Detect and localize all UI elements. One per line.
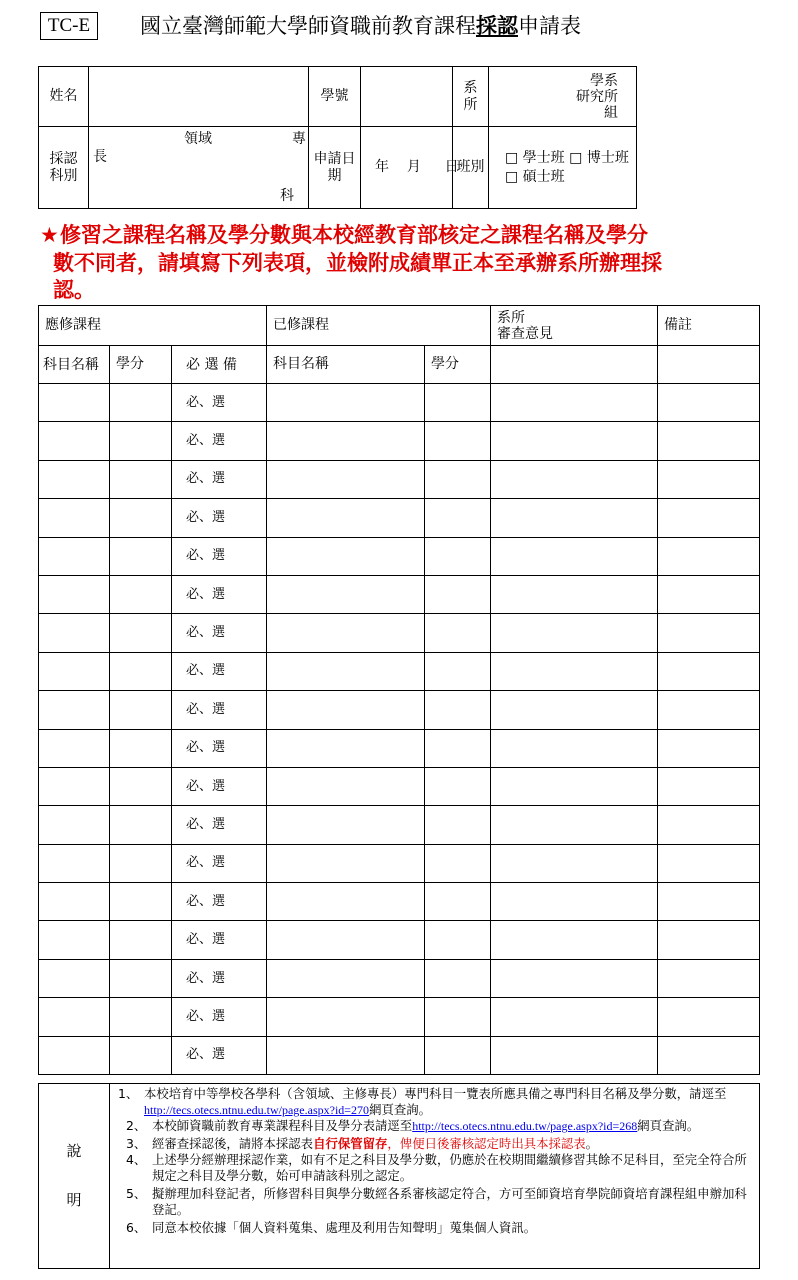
- taken-name-cell[interactable]: [267, 806, 425, 844]
- taken-course-header: 已修課程: [267, 306, 491, 346]
- course-name-cell[interactable]: [39, 614, 110, 652]
- table-row: [39, 537, 760, 575]
- req-elec-cell: 必、選: [172, 499, 267, 537]
- taken-credits-cell[interactable]: [425, 844, 491, 882]
- credits-cell[interactable]: [110, 384, 172, 422]
- taken-credits-cell[interactable]: [425, 883, 491, 921]
- remarks-cell[interactable]: [658, 844, 760, 882]
- course-name-cell[interactable]: [39, 806, 110, 844]
- date-label: 申請日期: [309, 127, 361, 209]
- remarks-cell[interactable]: [658, 499, 760, 537]
- taken-name-cell[interactable]: [267, 959, 425, 997]
- req-elec-cell: 必、選: [172, 691, 267, 729]
- major-word-2: 長: [93, 149, 107, 165]
- dept-option-dept: 學系: [590, 72, 618, 89]
- req-elec-cell: 必、選: [172, 729, 267, 767]
- review-cell[interactable]: [491, 806, 658, 844]
- req-elec-cell: 必、選: [172, 844, 267, 882]
- taken-name-cell[interactable]: [267, 384, 425, 422]
- class-option-doctoral[interactable]: □ 博士班: [569, 149, 629, 166]
- credits-cell[interactable]: [110, 499, 172, 537]
- course-name-cell[interactable]: [39, 844, 110, 882]
- course-name-cell[interactable]: [39, 652, 110, 690]
- taken-credits-cell[interactable]: [425, 806, 491, 844]
- req-elec-cell: 必、選: [172, 1036, 267, 1074]
- credits-cell[interactable]: [110, 729, 172, 767]
- taken-credits-cell[interactable]: [425, 921, 491, 959]
- taken-name-cell[interactable]: [267, 998, 425, 1036]
- req-elec-cell: 必、選: [172, 883, 267, 921]
- table-row: [39, 614, 760, 652]
- taken-name-cell[interactable]: [267, 883, 425, 921]
- date-field[interactable]: [361, 127, 459, 209]
- applicant-info-table: [38, 66, 637, 209]
- credits-cell[interactable]: [110, 767, 172, 805]
- course-name-cell[interactable]: [39, 384, 110, 422]
- table-row: [39, 499, 760, 537]
- taken-name-cell[interactable]: [267, 767, 425, 805]
- taken-name-cell[interactable]: [267, 614, 425, 652]
- credits-header: 學分: [110, 346, 172, 384]
- taken-name-cell[interactable]: [267, 460, 425, 498]
- table-row: [39, 806, 760, 844]
- taken-name-cell[interactable]: [267, 575, 425, 613]
- credits-cell[interactable]: [110, 652, 172, 690]
- table-row: [39, 652, 760, 690]
- req-elec-cell: 必、選: [172, 422, 267, 460]
- review-cell[interactable]: [491, 959, 658, 997]
- review-cell[interactable]: [491, 384, 658, 422]
- review-header: 系所 審查意見: [491, 306, 658, 346]
- req-elec-cell: 必、選: [172, 537, 267, 575]
- note-4: 4、 上述學分經辦理採認作業，如有不足之科目及學分數，仍應於在校期間繼續修習其餘不足科目，至完全符合所規定之科目及學分數，始可申請該科別之認定。: [126, 1152, 747, 1183]
- dept-option-institute: 研究所: [576, 88, 618, 105]
- taken-credits-cell[interactable]: [425, 652, 491, 690]
- date-day: 日: [444, 159, 459, 175]
- taken-name-cell[interactable]: [267, 921, 425, 959]
- remarks-cell[interactable]: [658, 921, 760, 959]
- table-row: [39, 729, 760, 767]
- class-option-master[interactable]: □ 碩士班: [505, 168, 565, 185]
- credits-cell[interactable]: [110, 921, 172, 959]
- taken-credits-cell[interactable]: [425, 998, 491, 1036]
- taken-credits-cell[interactable]: [425, 691, 491, 729]
- req-elec-cell: 必、選: [172, 998, 267, 1036]
- table-row: [39, 1036, 760, 1074]
- review-cell[interactable]: [491, 1036, 658, 1074]
- review-cell[interactable]: [491, 460, 658, 498]
- table-row: [39, 844, 760, 882]
- req-elec-cell: 必、選: [172, 921, 267, 959]
- table-row: [39, 422, 760, 460]
- course-name-cell[interactable]: [39, 422, 110, 460]
- notes-table: [38, 1083, 760, 1269]
- date-month: 月: [406, 159, 421, 175]
- req-elec-cell: 必、選: [172, 959, 267, 997]
- course-name-cell[interactable]: [39, 1036, 110, 1074]
- table-row: [39, 959, 760, 997]
- taken-credits-cell[interactable]: [425, 1036, 491, 1074]
- remarks-cell[interactable]: [658, 537, 760, 575]
- dept-field[interactable]: [489, 67, 637, 127]
- subject-label: 採認 科別: [39, 127, 89, 209]
- remarks-cell[interactable]: [658, 806, 760, 844]
- dept-label: 系所: [453, 67, 489, 127]
- review-cell[interactable]: [491, 691, 658, 729]
- table-row: [39, 691, 760, 729]
- taken-name-cell[interactable]: [267, 422, 425, 460]
- credits-cell[interactable]: [110, 422, 172, 460]
- note-5: 5、 擬辦理加科登記者，所修習科目與學分數經各系審核認定符合，方可至師資培育學院師資培育課程組申辦加科登記。: [126, 1186, 747, 1217]
- note-1-link[interactable]: http://tecs.otecs.ntnu.edu.tw/page.aspx?id=270: [144, 1103, 370, 1117]
- taken-credits-header: 學分: [425, 346, 491, 384]
- req-elec-header: 必 選 備: [172, 346, 267, 384]
- note-3: 3、 經審查採認後，請將本採認表自行保管留存，俾便日後審核認定時出具本採認表。: [126, 1136, 599, 1151]
- course-name-cell[interactable]: [39, 691, 110, 729]
- course-table: [38, 305, 760, 1075]
- req-elec-cell: 必、選: [172, 806, 267, 844]
- review-cell[interactable]: [491, 499, 658, 537]
- req-elec-cell: 必、選: [172, 767, 267, 805]
- taken-credits-cell[interactable]: [425, 422, 491, 460]
- credits-cell[interactable]: [110, 959, 172, 997]
- taken-credits-cell[interactable]: [425, 384, 491, 422]
- review-cell[interactable]: [491, 652, 658, 690]
- remarks-cell[interactable]: [658, 384, 760, 422]
- remarks-cell[interactable]: [658, 652, 760, 690]
- review-cell[interactable]: [491, 767, 658, 805]
- table-row: [39, 384, 760, 422]
- remarks-header: 備註: [658, 306, 760, 346]
- req-elec-cell: 必、選: [172, 614, 267, 652]
- credits-cell[interactable]: [110, 806, 172, 844]
- notice: ★修習之課程名稱及學分數與本校經教育部核定之課程名稱及學分 數不同者，請填寫下列表項，並檢附成績單正本至承辦系所辦理採 認。: [40, 223, 662, 302]
- table-row: [39, 883, 760, 921]
- table-row: [39, 460, 760, 498]
- student-id-label: 學號: [309, 67, 361, 127]
- course-name-cell[interactable]: [39, 998, 110, 1036]
- table-row: [39, 575, 760, 613]
- taken-name-cell[interactable]: [267, 691, 425, 729]
- taken-credits-cell[interactable]: [425, 959, 491, 997]
- taken-name-cell[interactable]: [267, 499, 425, 537]
- course-name-cell[interactable]: [39, 499, 110, 537]
- taken-credits-cell[interactable]: [425, 729, 491, 767]
- course-name-cell[interactable]: [39, 729, 110, 767]
- review-cell[interactable]: [491, 883, 658, 921]
- review-cell[interactable]: [491, 921, 658, 959]
- remarks-cell[interactable]: [658, 998, 760, 1036]
- remarks-cell[interactable]: [658, 460, 760, 498]
- field-word: 領域: [184, 131, 212, 147]
- credits-cell[interactable]: [110, 614, 172, 652]
- page-title: 國立臺灣師範大學師資職前教育課程採認申請表: [140, 14, 581, 38]
- remarks-cell[interactable]: [658, 1036, 760, 1074]
- review-cell[interactable]: [491, 844, 658, 882]
- req-elec-cell: 必、選: [172, 652, 267, 690]
- remarks-cell[interactable]: [658, 575, 760, 613]
- credits-cell[interactable]: [110, 575, 172, 613]
- course-name-cell[interactable]: [39, 959, 110, 997]
- credits-cell[interactable]: [110, 1036, 172, 1074]
- review-cell[interactable]: [491, 537, 658, 575]
- class-field: [489, 127, 637, 209]
- credits-cell[interactable]: [110, 844, 172, 882]
- subject-field[interactable]: [89, 127, 309, 209]
- req-elec-cell: 必、選: [172, 575, 267, 613]
- credits-cell[interactable]: [110, 883, 172, 921]
- course-name-cell[interactable]: [39, 537, 110, 575]
- taken-name-cell[interactable]: [267, 1036, 425, 1074]
- remarks-cell[interactable]: [658, 729, 760, 767]
- note-2-link[interactable]: http://tecs.otecs.ntnu.edu.tw/page.aspx?id=268: [412, 1119, 638, 1133]
- remarks-cell[interactable]: [658, 422, 760, 460]
- table-row: [39, 998, 760, 1036]
- course-name-cell[interactable]: [39, 767, 110, 805]
- note-6: 6、 同意本校依據「個人資料蒐集、處理及利用告知聲明」蒐集個人資訊。: [126, 1220, 537, 1235]
- taken-credits-cell[interactable]: [425, 767, 491, 805]
- star-icon: ★: [40, 223, 59, 247]
- major-word-1: 專: [292, 131, 306, 147]
- req-elec-cell: 必、選: [172, 460, 267, 498]
- taken-name-cell[interactable]: [267, 537, 425, 575]
- taken-name-header: 科目名稱: [267, 346, 425, 384]
- class-label: 班別: [453, 127, 489, 209]
- taken-credits-cell[interactable]: [425, 499, 491, 537]
- taken-credits-cell[interactable]: [425, 614, 491, 652]
- date-year: 年: [375, 159, 389, 175]
- remarks-cell[interactable]: [658, 959, 760, 997]
- class-option-bachelor[interactable]: □ 學士班: [505, 149, 565, 166]
- credits-cell[interactable]: [110, 691, 172, 729]
- review-cell[interactable]: [491, 575, 658, 613]
- course-name-cell[interactable]: [39, 883, 110, 921]
- subject-suffix: 科: [280, 188, 294, 204]
- notes-label: 說 明: [39, 1084, 110, 1269]
- notes-body: [110, 1084, 760, 1269]
- required-course-header: 應修課程: [39, 306, 267, 346]
- credits-cell[interactable]: [110, 998, 172, 1036]
- review-cell[interactable]: [491, 614, 658, 652]
- review-cell-header: [491, 346, 658, 384]
- name-field[interactable]: [89, 67, 309, 127]
- remarks-cell[interactable]: [658, 614, 760, 652]
- credits-cell[interactable]: [110, 537, 172, 575]
- taken-name-cell[interactable]: [267, 652, 425, 690]
- table-row: [39, 767, 760, 805]
- taken-credits-cell[interactable]: [425, 575, 491, 613]
- review-cell[interactable]: [491, 998, 658, 1036]
- taken-credits-cell[interactable]: [425, 460, 491, 498]
- note-1: 1、 本校培育中等學校各學科（含領域、主修專長）專門科目一覽表所應具備之專門科目名稱及學分數，請逕至http://tecs.otecs.ntnu.edu.tw/page.aspx?id=270網頁查詢。: [118, 1086, 727, 1117]
- taken-name-cell[interactable]: [267, 729, 425, 767]
- name-label: 姓名: [39, 67, 89, 127]
- course-name-header: 科目名稱: [39, 346, 110, 384]
- review-cell[interactable]: [491, 422, 658, 460]
- credits-cell[interactable]: [110, 460, 172, 498]
- taken-credits-cell[interactable]: [425, 537, 491, 575]
- remarks-cell[interactable]: [658, 883, 760, 921]
- remarks-cell[interactable]: [658, 767, 760, 805]
- form-code: TC-E: [40, 12, 98, 40]
- req-elec-cell: 必、選: [172, 384, 267, 422]
- course-name-cell[interactable]: [39, 921, 110, 959]
- course-name-cell[interactable]: [39, 575, 110, 613]
- dept-option-group: 組: [604, 104, 618, 121]
- taken-name-cell[interactable]: [267, 844, 425, 882]
- student-id-field[interactable]: [361, 67, 453, 127]
- course-name-cell[interactable]: [39, 460, 110, 498]
- note-2: 2、 本校師資職前教育專業課程科目及學分表請逕至http://tecs.otecs.ntnu.edu.tw/page.aspx?id=268網頁查詢。: [126, 1118, 700, 1133]
- remarks-cell-header: [658, 346, 760, 384]
- table-row: [39, 921, 760, 959]
- remarks-cell[interactable]: [658, 691, 760, 729]
- review-cell[interactable]: [491, 729, 658, 767]
